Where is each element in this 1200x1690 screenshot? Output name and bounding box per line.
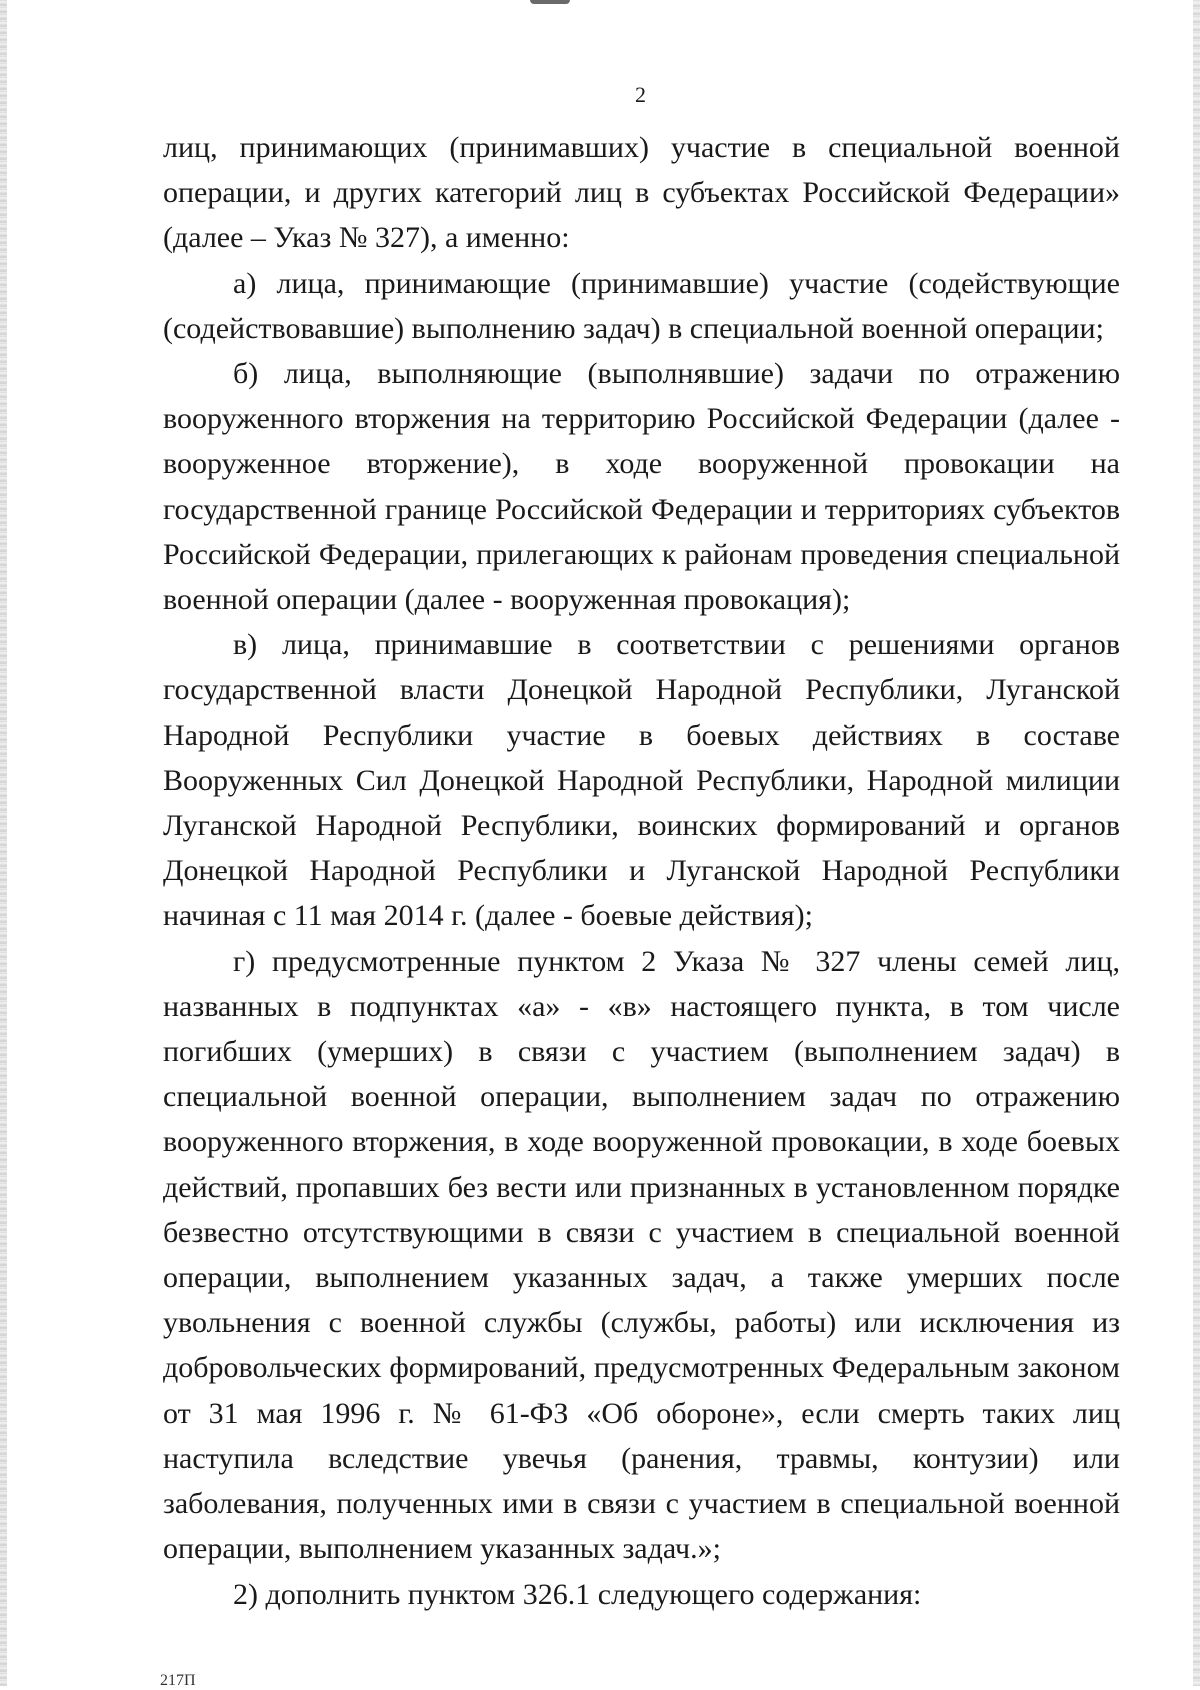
scan-artifact (530, 0, 570, 4)
scan-edge-right (1193, 0, 1200, 1686)
page-number: 2 (635, 82, 646, 107)
paragraph-item-g: г) предусмотренные пунктом 2 Указа № 327 члены семей лиц, названных в подпунктах «а» - «в» настоящего пункта, в том числе погибших (умерших) в связи с участием (выполнением задач) в специальной военной операции, выполнением задач по отражению вооруженного вторжения, в ходе вооруженной провокации, в ходе боевых действий, пропавших без вести или признанных в установленном порядке безвестно отсутствующими в связи с участием в специальной военной операции, выполнением указанных задач, а также умерших после увольнения с военной службы (службы, работы) или исключения из добровольческих формирований, предусмотренных Федеральным законом от 31 мая 1996 г. № 61-ФЗ «Об обороне», если смерть таких лиц наступила вследствие увечья (ранения, травмы, контузии) или заболевания, полученных ими в связи с участием в специальной военной операции, выполнением указанных задач.»; (163, 944, 1120, 1566)
document-code: 217П (160, 1672, 196, 1689)
paragraph-continuation: лиц, принимающих (принимавших) участие в специальной военной операции, и других категорий лиц в субъектах Российской Федерации» (далее – Указ № 327), а именно: (163, 131, 1120, 255)
paragraph-item-a: а) лица, принимающие (принимавшие) участие (содействующие (содействовавшие) выполнению задач) в специальной военной операции; (163, 266, 1120, 345)
paragraph-item-2: 2) дополнить пунктом 326.1 следующего содержания: (233, 1577, 922, 1611)
paragraph-item-v: в) лица, принимавшие в соответствии с решениями органов государственной власти Донецкой Народной Республики, Луганской Народной Республики участие в боевых действиях в составе Вооруженных Сил Донецкой Народной Республики, Народной милиции Луганской Народной Республики, воинских формирований и органов Донецкой Народной Республики и Луганской Народной Республики начиная с 11 мая 2014 г. (далее - боевые действия); (163, 628, 1120, 933)
scan-edge-left (0, 0, 7, 1686)
paragraph-item-b: б) лица, выполняющие (выполнявшие) задачи по отражению вооруженного вторжения на территорию Российской Федерации (далее - вооруженное вторжение), в ходе вооруженной провокации на государственной границе Российской Федерации и территориях субъектов Российской Федерации, прилегающих к районам проведения специальной военной операции (далее - вооруженная провокация); (163, 357, 1120, 617)
document-body (163, 125, 1120, 1617)
